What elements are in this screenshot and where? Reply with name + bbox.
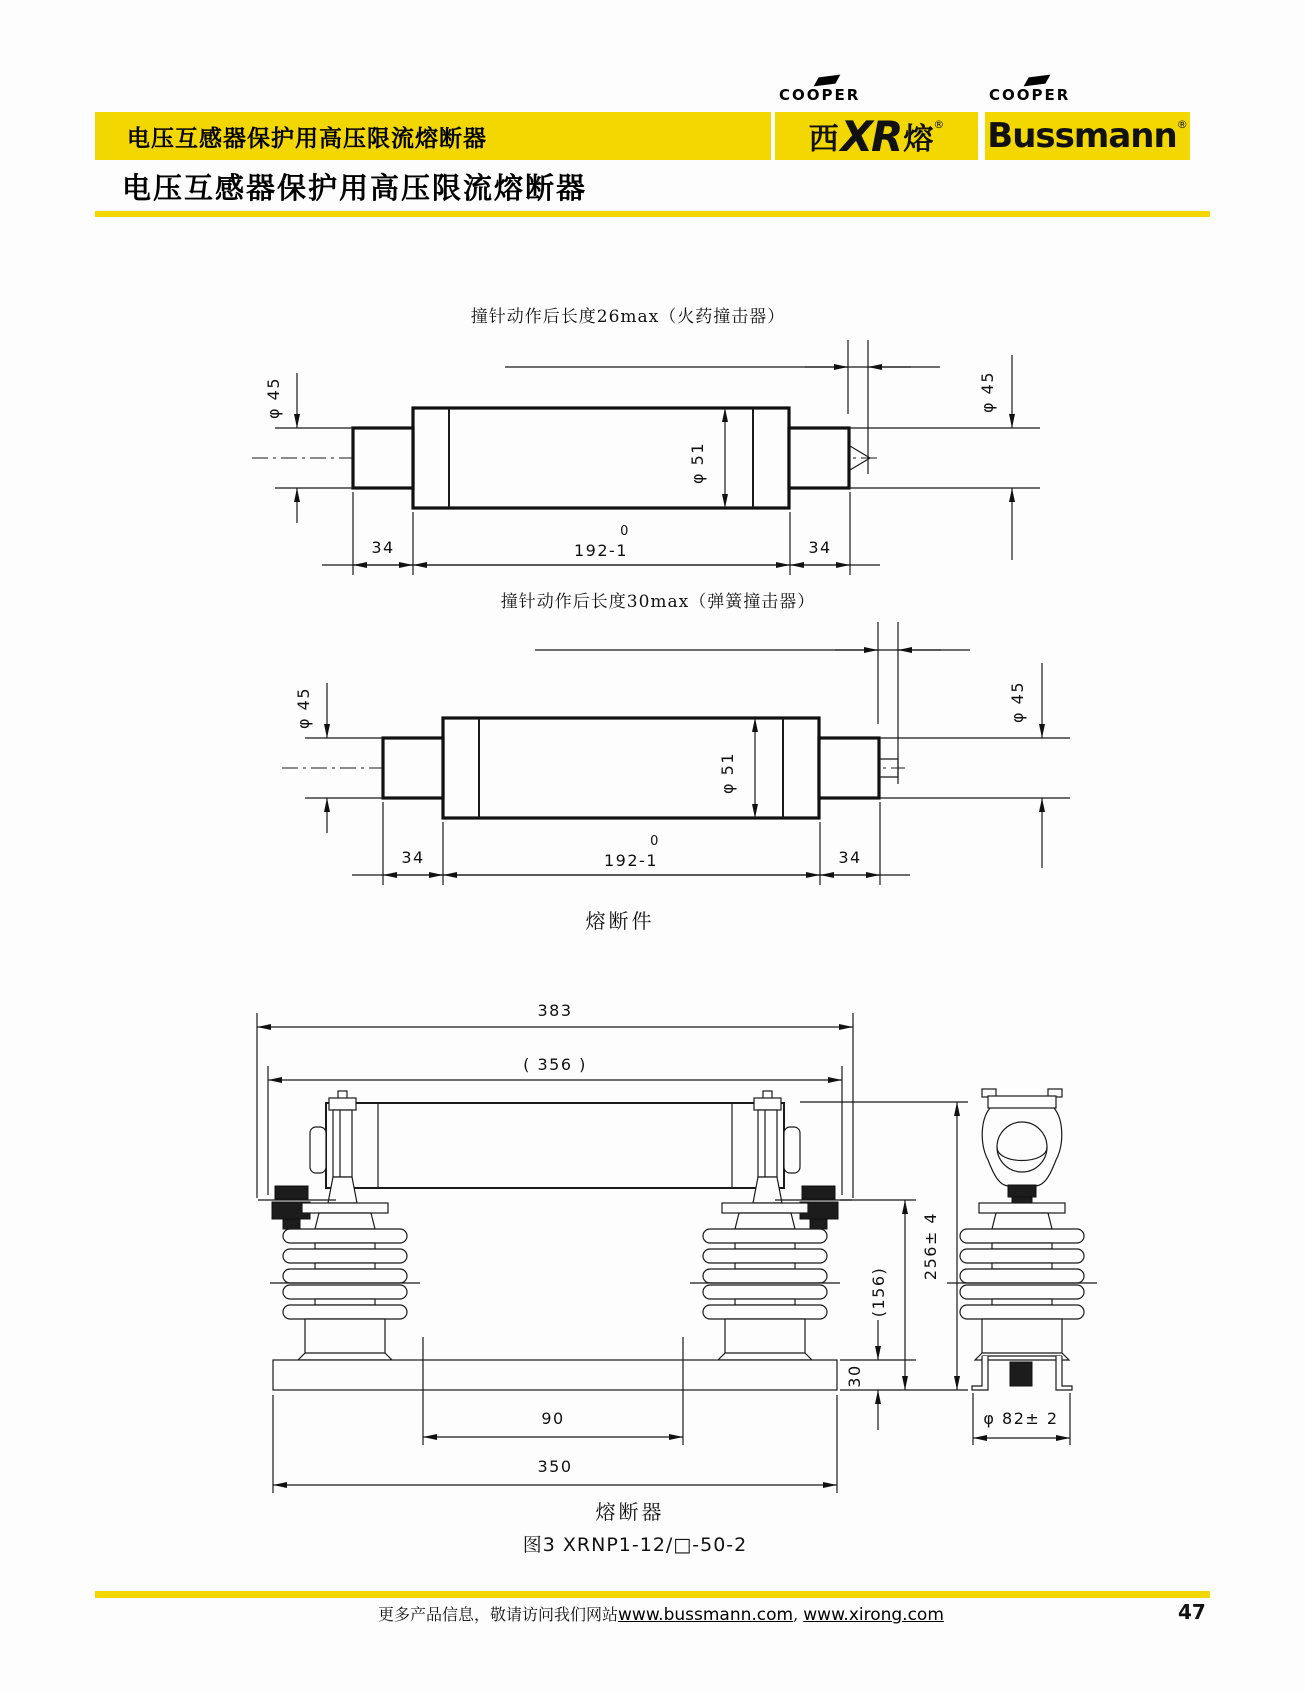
fig2-fuse-body [383,718,879,818]
fig3-insulator-side [947,1203,1097,1360]
fig2-dia45-right: φ 45 [1008,681,1027,723]
fig2-dia51: φ 51 [718,752,737,794]
fig3-dim-base-length: 350 [537,1457,573,1476]
fuse-label: 熔断器 [595,1500,665,1524]
footer-separator: , [793,1605,804,1624]
fig3-clip-top-plate [988,1096,1056,1108]
page-number: 47 [1178,1600,1206,1624]
fig3-fuse-mount-drawing [257,1001,1097,1556]
footer-rule [95,1591,1210,1598]
fig3-dim-overall: 383 [537,1001,573,1020]
fig2-dim-body: 192-1 [604,851,658,870]
cooper-wordmark-bussmann: COOPER [989,86,1070,110]
xr-mark: XR [840,111,902,161]
page-title: 电压互感器保护用高压限流熔断器 [122,171,588,205]
fig2-striker-note: 撞针动作后长度30max（弹簧撞击器） [500,592,816,612]
fig1-dia51: φ 51 [688,442,707,484]
fig3-dim-insulator-height: (156) [869,1266,888,1318]
bussmann-logo: Bussmann ® [985,112,1190,160]
fig3-base-plate [273,1360,837,1390]
fig1-dim-cap-right: 34 [808,538,832,557]
fig1-dia45-right: φ 45 [978,371,997,413]
fig3-side-bolt [1008,1185,1036,1197]
registered-icon: ® [933,117,945,131]
fig1-fuse-body [353,408,849,508]
fig3-dim-insulator-dia: φ 82± 2 [983,1409,1059,1428]
fig1-striker-note: 撞针动作后长度26max（火药撞击器） [470,307,786,327]
figure-caption: 图3 XRNP1-12/□-50-2 [522,1534,748,1556]
fig2-dim-cap-left: 34 [401,848,425,867]
fig1-fuse-link-drawing [252,307,1040,575]
xirong-logo-west: 西 [808,122,839,157]
footer-link-xirong[interactable]: www.xirong.com [803,1605,944,1625]
fig2-dim-tol: 0 [650,834,660,849]
fig1-dim-body: 192-1 [574,541,628,560]
footer-note-line [378,1602,944,1625]
fuse-link-label: 熔断件 [585,909,655,933]
xirong-logo-rong: 熔 [903,122,934,157]
fig3-tube-end-right [784,1127,800,1173]
fig3-tube-end-left [310,1127,326,1173]
header-title: 电压互感器保护用高压限流熔断器 [127,125,487,152]
fig1-dia45-left: φ 45 [264,377,283,419]
fig2-dim-cap-right: 34 [838,848,862,867]
footer-link-bussmann[interactable]: www.bussmann.com [618,1605,794,1625]
fig3-fuse-end-view [997,1122,1047,1172]
registered-icon: ® [1176,117,1188,131]
fig3-dim-mount-height: 256± 4 [921,1211,940,1281]
fig3-fuse-tube [326,1103,784,1188]
fig3-mount-bracket [972,1356,1072,1390]
fig2-dia45-left: φ 45 [294,687,313,729]
fig3-dim-base-thickness: 30 [845,1364,864,1388]
fig1-dim-tol: 0 [620,524,630,539]
fig2-fuse-link-drawing [282,592,1070,885]
fig1-dim-cap-left: 34 [371,538,395,557]
fig3-dim-hole-spacing: 90 [541,1409,565,1428]
fig3-dim-tube: ( 356 ) [523,1055,587,1074]
fig3-side-view [947,1089,1097,1445]
footer-note: 更多产品信息，敬请访问我们网站 [378,1605,619,1624]
cooper-wordmark-xr: COOPER [779,86,860,110]
